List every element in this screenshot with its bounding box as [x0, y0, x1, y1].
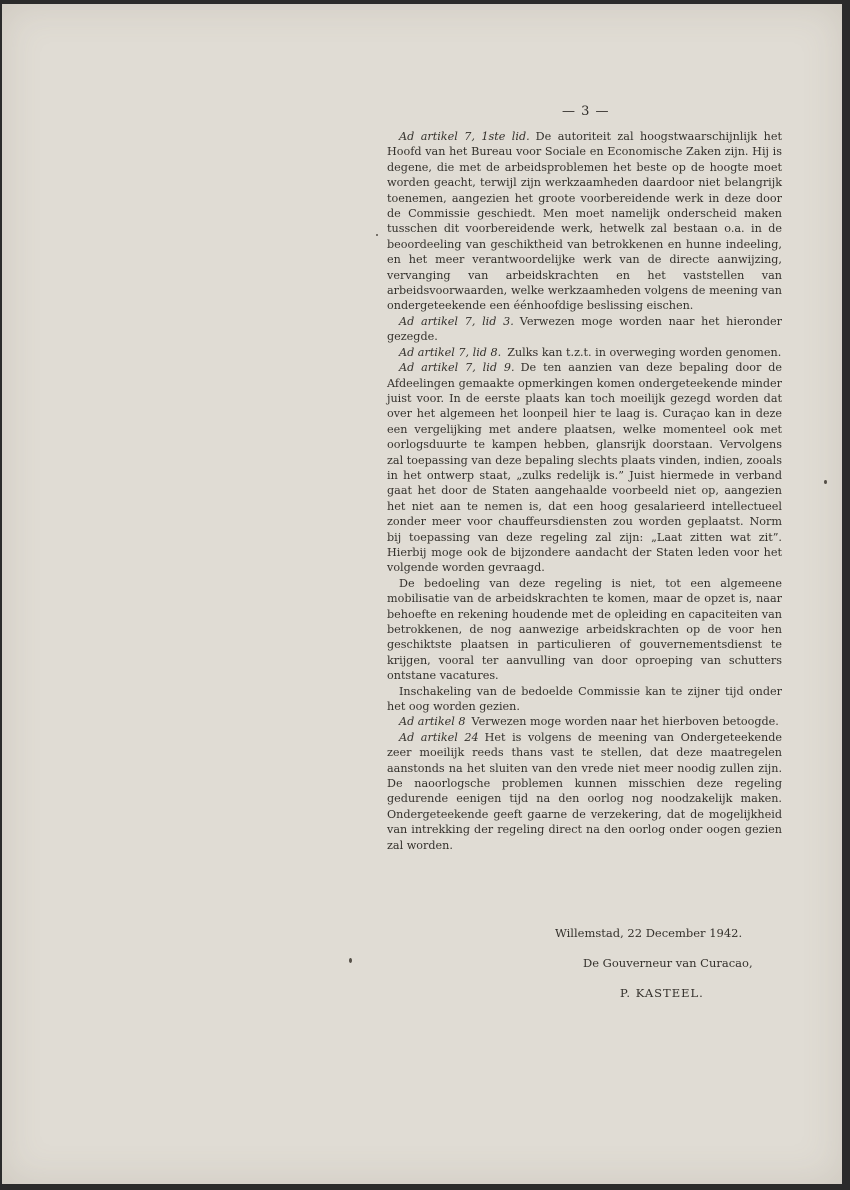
- paragraph-bedoeling: [387, 576, 782, 684]
- article-reference: Ad artikel 24: [399, 730, 479, 744]
- paragraph-art8: [387, 714, 782, 729]
- article-reference: Ad artikel 7, 1ste lid.: [399, 130, 530, 143]
- paragraph-text: De autoriteit zal hoogstwaarschijnlijk het Hoofd van het Bureau voor Sociale en Economische Zaken zijn. Hij is degene, die met de arbeidsproblemen het beste op de hoogte moet worden geacht, terwijl zijn werkzaamheden daardoor niet belangrijk toenemen, aangezien het groote voorbereidende werk in deze door de Commissie geschiedt. Men moet namelijk onderscheid maken tusschen dit voorbereidende werk, hetwelk zal bestaan o.a. in de beoordeeling van geschiktheid van betrokkenen en hunne indeeling, en het meer verantwoordelijke werk van de directe aanwijzing, vervanging van arbeidskrachten en het vaststellen van arbeidsvoorwaarden, welke werkzaamheden volgens de meening van ondergeteekende een éénhoofdige beslissing eischen.: [387, 130, 782, 313]
- paragraph-art7-lid9: [387, 360, 782, 576]
- paragraph-inschakeling: [387, 684, 782, 715]
- signature-place-date: Willemstad, 22 December 1942.: [555, 926, 743, 940]
- paragraph-art24: [387, 730, 782, 853]
- document-page: [2, 4, 842, 1184]
- paragraph-text: De ten aanzien van deze bepaling door de Afdeelingen gemaakte opmerkingen komen ondergeteekende minder juist voor. In de eerste plaats kan toch moeilijk gezegd worden dat over het algemeen het loonpeil hier te laag is. Curaçao kan in deze een vergelijking met andere plaatsen, welke momenteel ook met oorlogsduurte te kampen hebben, glansrijk doorstaan. Vervolgens zal toepassing van deze bepaling slechts plaats vinden, indien, zooals in het ontwerp staat, „zulks redelijk is.” Juist hiermede in verband gaat het door de Staten aangehaalde voorbeeld niet op, aangezien het niet aan te nemen is, dat een hoog gesalarieerd intellectueel zonder meer voor chauffeursdiensten zou worden geplaatst. Norm bij toepassing van deze regeling zal zijn: „Laat zitten wat zit”. Hierbij moge ook de bijzondere aandacht der Staten leden voor het volgende worden gevraagd.: [387, 361, 783, 575]
- article-reference: Ad artikel 7, lid 3.: [399, 314, 514, 328]
- paragraph-text: Inschakeling van de bedoelde Commissie kan te zijner tijd onder het oog worden gezien.: [387, 684, 782, 714]
- signature-name: P. KASTEEL.: [620, 986, 704, 1000]
- paragraph-art7-lid3: [387, 314, 782, 345]
- letter-body: [387, 129, 782, 853]
- paper-speck: [376, 234, 378, 236]
- paragraph-text: Zulks kan t.z.t. in overweging worden genomen.: [507, 345, 782, 359]
- paper-speck: [349, 958, 352, 963]
- signature-title: De Gouverneur van Curacao,: [583, 956, 753, 970]
- paragraph-art7-lid8: [387, 345, 782, 360]
- paragraph-text: Verwezen moge worden naar het hierboven betoogde.: [471, 715, 779, 729]
- article-reference: Ad artikel 7, lid 9.: [399, 361, 515, 375]
- page-number: — 3 —: [562, 104, 610, 119]
- paragraph-text: De bedoeling van deze regeling is niet, tot een algemeene mobilisatie van de arbeidskrachten te komen, maar de opzet is, naar behoefte en rekening houdende met de opleiding en capaciteiten van betrokkenen, de nog aanwezige arbeidskrachten op de voor hen geschiktste plaatsen in particulieren of gouvernementsdienst te krijgen, vooral ter aanvulling van door oproeping van schutters ontstane vacatures.: [387, 576, 782, 683]
- paragraph-art7-lid1: [387, 129, 782, 314]
- paragraph-text: Verwezen moge worden naar het hieronder gezegde.: [387, 314, 782, 344]
- paper-speck: [824, 480, 827, 484]
- paragraph-text: Het is volgens de meening van Ondergeteekende zeer moeilijk reeds thans vast te stellen, dat deze maatregelen aanstonds na het sluiten van den vrede niet meer noodig zullen zijn. De naoorlogsche problemen kunnen misschien deze regeling gedurende eenigen tijd na den oorlog nog noodzakelijk maken. Ondergeteekende geeft gaarne de verzekering, dat de mogelijkheid van intrekking der regeling direct na den oorlog onder oogen gezien zal worden.: [387, 730, 782, 852]
- article-reference: Ad artikel 7, lid 8.: [399, 345, 502, 359]
- article-reference: Ad artikel 8: [399, 715, 466, 729]
